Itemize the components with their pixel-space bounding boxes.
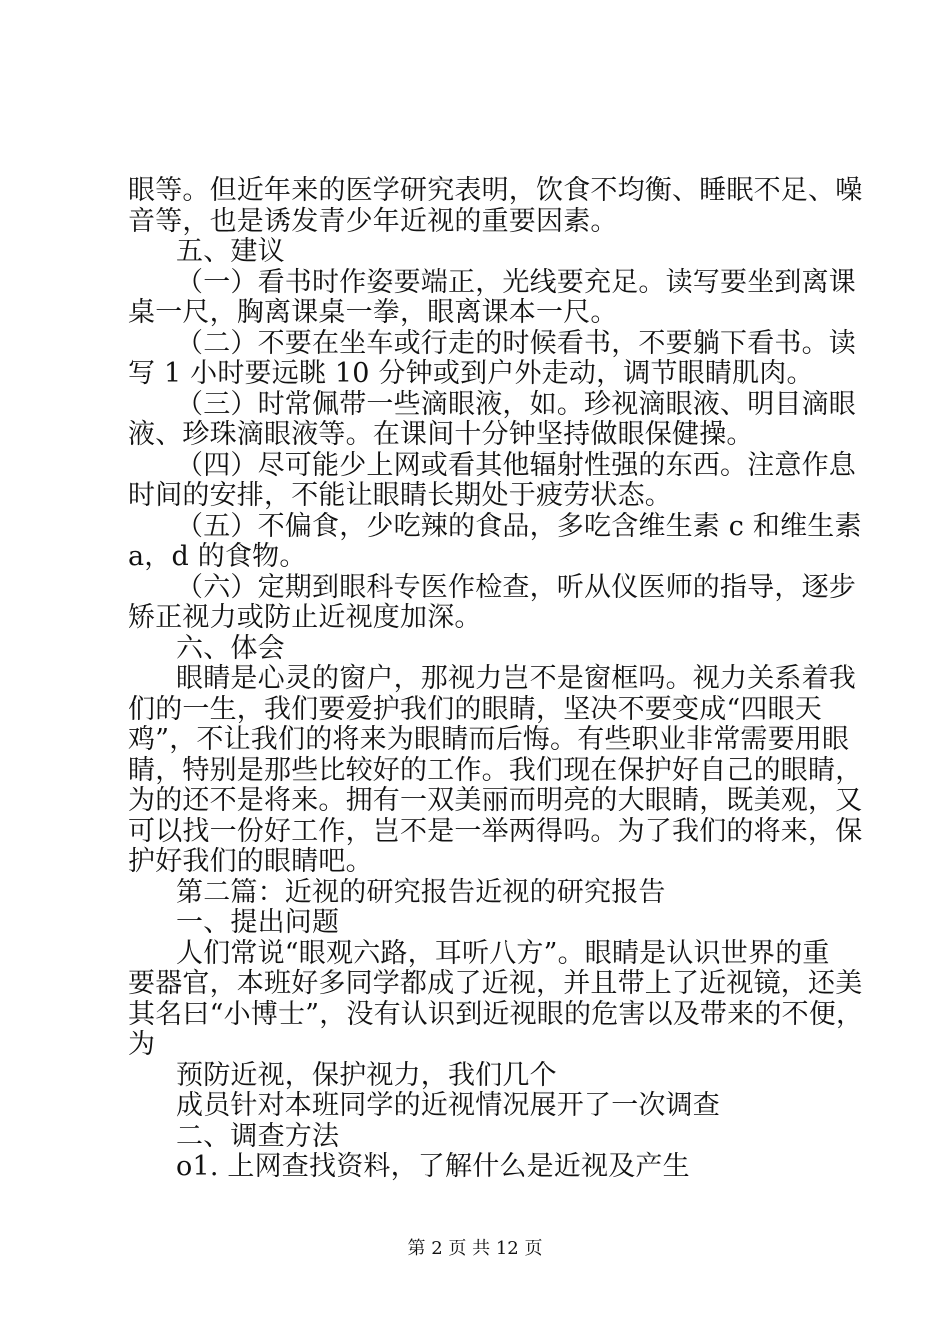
body-line: 桌一尺，胸离课桌一拳，眼离课本一尺。 (128, 297, 618, 328)
body-line: 液、珍珠滴眼液等。在课间十分钟坚持做眼保健操。 (128, 419, 754, 450)
body-line: （三）时常佩带一些滴眼液，如。珍视滴眼液、明目滴眼 (176, 389, 856, 420)
body-line: （二）不要在坐车或行走的时候看书，不要躺下看书。读 (176, 328, 856, 359)
body-line: a，d 的食物。 (128, 541, 307, 572)
body-line: 眼睛是心灵的窗户，那视力岂不是窗框吗。视力关系着我 (176, 663, 856, 694)
body-line: 可以找一份好工作，岂不是一举两得吗。为了我们的将来，保 (128, 816, 863, 847)
body-line: 们的一生，我们要爱护我们的眼睛，坚决不要变成“四眼天 (128, 694, 823, 725)
body-line: 要器官，本班好多同学都成了近视，并且带上了近视镜，还美 (128, 968, 863, 999)
body-line: 为的还不是将来。拥有一双美丽而明亮的大眼睛，既美观，又 (128, 785, 863, 816)
body-line: 时间的安排，不能让眼睛长期处于疲劳状态。 (128, 480, 672, 511)
body-line: （五）不偏食，少吃辣的食品，多吃含维生素 c 和维生素 (176, 511, 862, 542)
page-number-footer: 第 2 页 共 12 页 (407, 1238, 543, 1259)
section-heading: 六、体会 (176, 633, 285, 664)
body-line: 其名曰“小博士”，没有认识到近视眼的危害以及带来的不便， (128, 999, 864, 1030)
body-line: 鸡”，不让我们的将来为眼睛而后悔。有些职业非常需要用眼 (128, 724, 850, 755)
section-heading: 二、调查方法 (176, 1121, 340, 1152)
section-heading: 一、提出问题 (176, 907, 340, 938)
body-line: 眼等。但近年来的医学研究表明，饮食不均衡、睡眠不足、噪 (128, 175, 863, 206)
body-line: （四）尽可能少上网或看其他辐射性强的东西。注意作息 (176, 450, 856, 481)
body-line: 成员针对本班同学的近视情况展开了一次调查 (176, 1090, 720, 1121)
body-line: 预防近视，保护视力，我们几个 (176, 1060, 557, 1091)
body-line: （一）看书时作姿要端正，光线要充足。读写要坐到离课 (176, 267, 856, 298)
body-line: 矫正视力或防止近视度加深。 (128, 602, 482, 633)
body-line: 音等，也是诱发青少年近视的重要因素。 (128, 206, 618, 237)
body-line: 为 (128, 1029, 156, 1060)
body-line: 人们常说“眼观六路，耳听八方”。眼睛是认识世界的重 (176, 938, 830, 969)
body-line: 睛，特别是那些比较好的工作。我们现在保护好自己的眼睛， (128, 755, 863, 786)
chapter-title: 第二篇：近视的研究报告近视的研究报告 (176, 877, 666, 908)
body-line: o1. 上网查找资料，了解什么是近视及产生 (176, 1151, 690, 1182)
body-line: 护好我们的眼睛吧。 (128, 846, 373, 877)
section-heading: 五、建议 (176, 236, 285, 267)
body-line: （六）定期到眼科专医作检查，听从仪医师的指导，逐步 (176, 572, 856, 603)
body-line: 写 1 小时要远眺 10 分钟或到户外走动，调节眼睛肌肉。 (128, 358, 814, 389)
